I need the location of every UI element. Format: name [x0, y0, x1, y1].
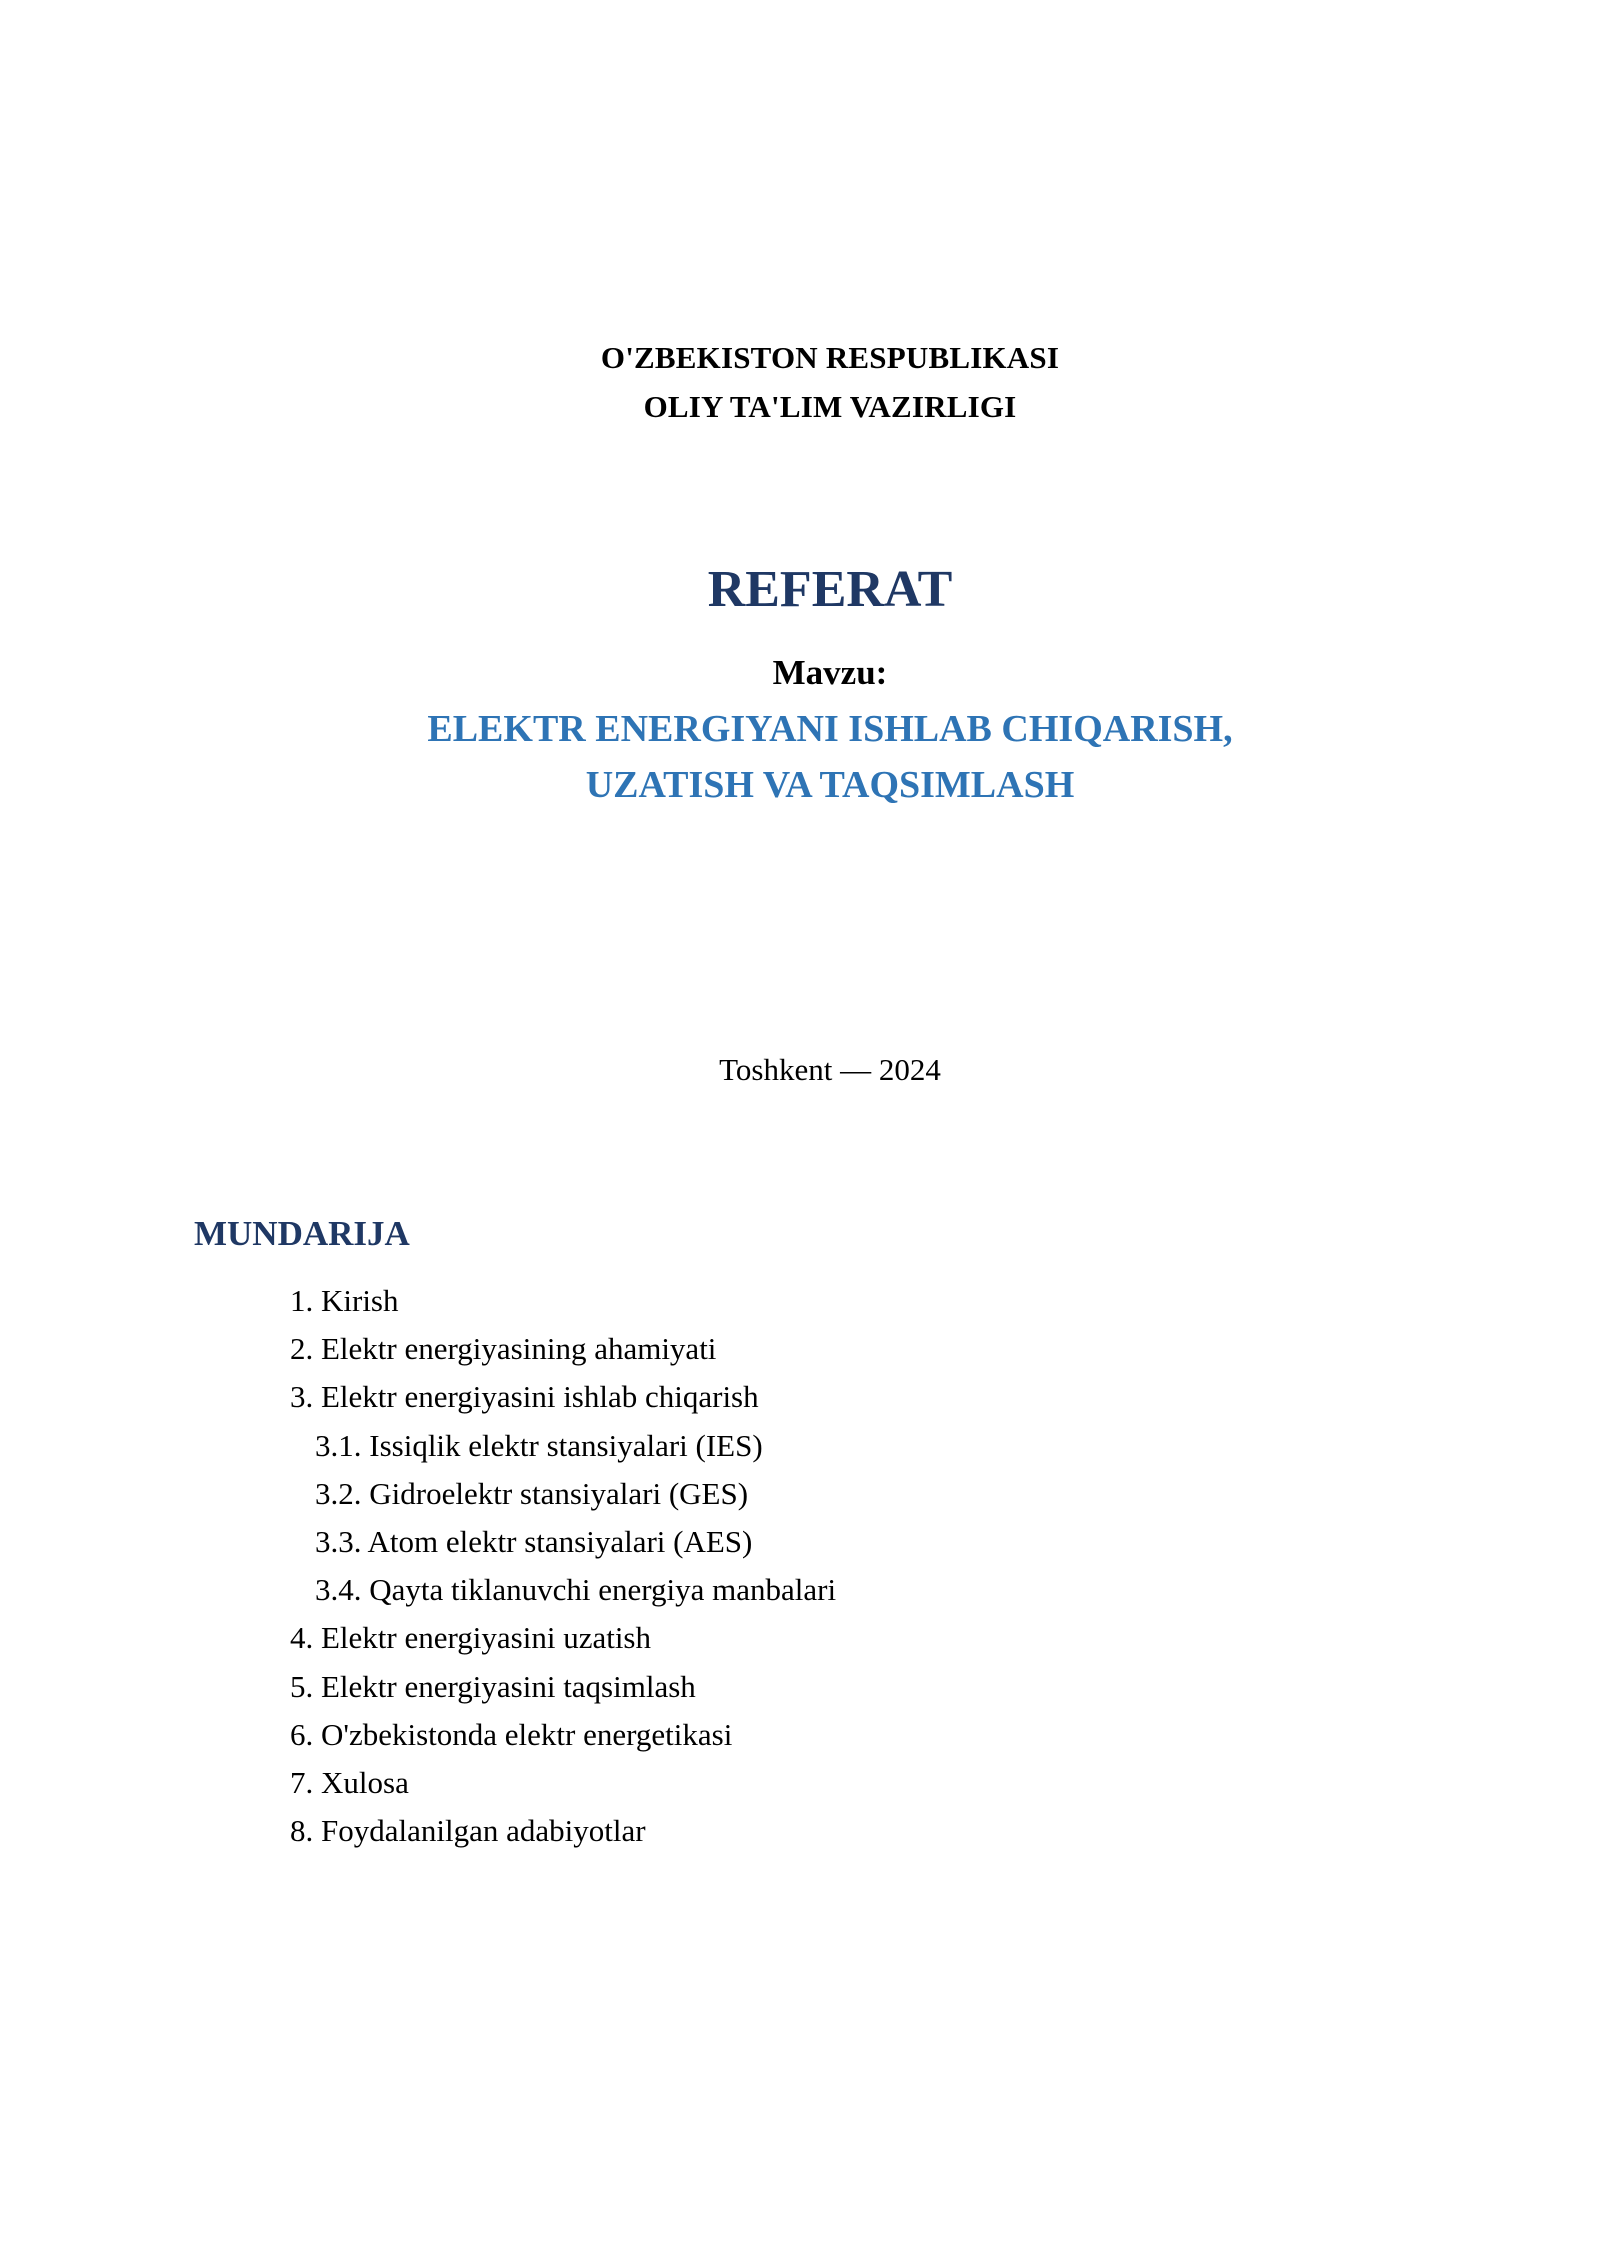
ministry-line-1: O'ZBEKISTON RESPUBLIKASI	[600, 340, 1060, 375]
ministry-line-2: OLIY TA'LIM VAZIRLIGI	[643, 389, 1017, 424]
place-and-year: Toshkent — 2024	[719, 1052, 941, 1087]
topic-title-line-1: ELEKTR ENERGIYANI ISHLAB CHIQARISH,	[427, 708, 1233, 750]
table-of-contents-heading: MUNDARIJA	[194, 1214, 410, 1253]
toc-item: 4. Elektr energiyasini uzatish	[290, 1620, 651, 1656]
topic-title-line-2: UZATISH VA TAQSIMLASH	[585, 764, 1075, 806]
toc-item: 5. Elektr energiyasini taqsimlash	[290, 1668, 696, 1704]
toc-subitem: 3.1. Issiqlik elektr stansiyalari (IES)	[315, 1427, 763, 1463]
topic-label: Mavzu:	[772, 653, 888, 692]
toc-subitem: 3.4. Qayta tiklanuvchi energiya manbalari	[315, 1572, 837, 1608]
document-title: REFERAT	[707, 561, 953, 618]
table-of-contents-list	[0, 1277, 836, 1855]
toc-subitem: 3.3. Atom elektr stansiyalari (AES)	[315, 1523, 753, 1559]
toc-item: 8. Foydalanilgan adabiyotlar	[290, 1813, 646, 1849]
toc-subitem: 3.2. Gidroelektr stansiyalari (GES)	[315, 1475, 749, 1511]
toc-item: 7. Xulosa	[290, 1764, 409, 1800]
toc-item: 2. Elektr energiyasining ahamiyati	[290, 1331, 717, 1367]
toc-item: 1. Kirish	[290, 1283, 399, 1318]
toc-item: 3. Elektr energiyasini ishlab chiqarish	[290, 1379, 759, 1415]
toc-item: 6. O'zbekistonda elektr energetikasi	[290, 1716, 733, 1752]
